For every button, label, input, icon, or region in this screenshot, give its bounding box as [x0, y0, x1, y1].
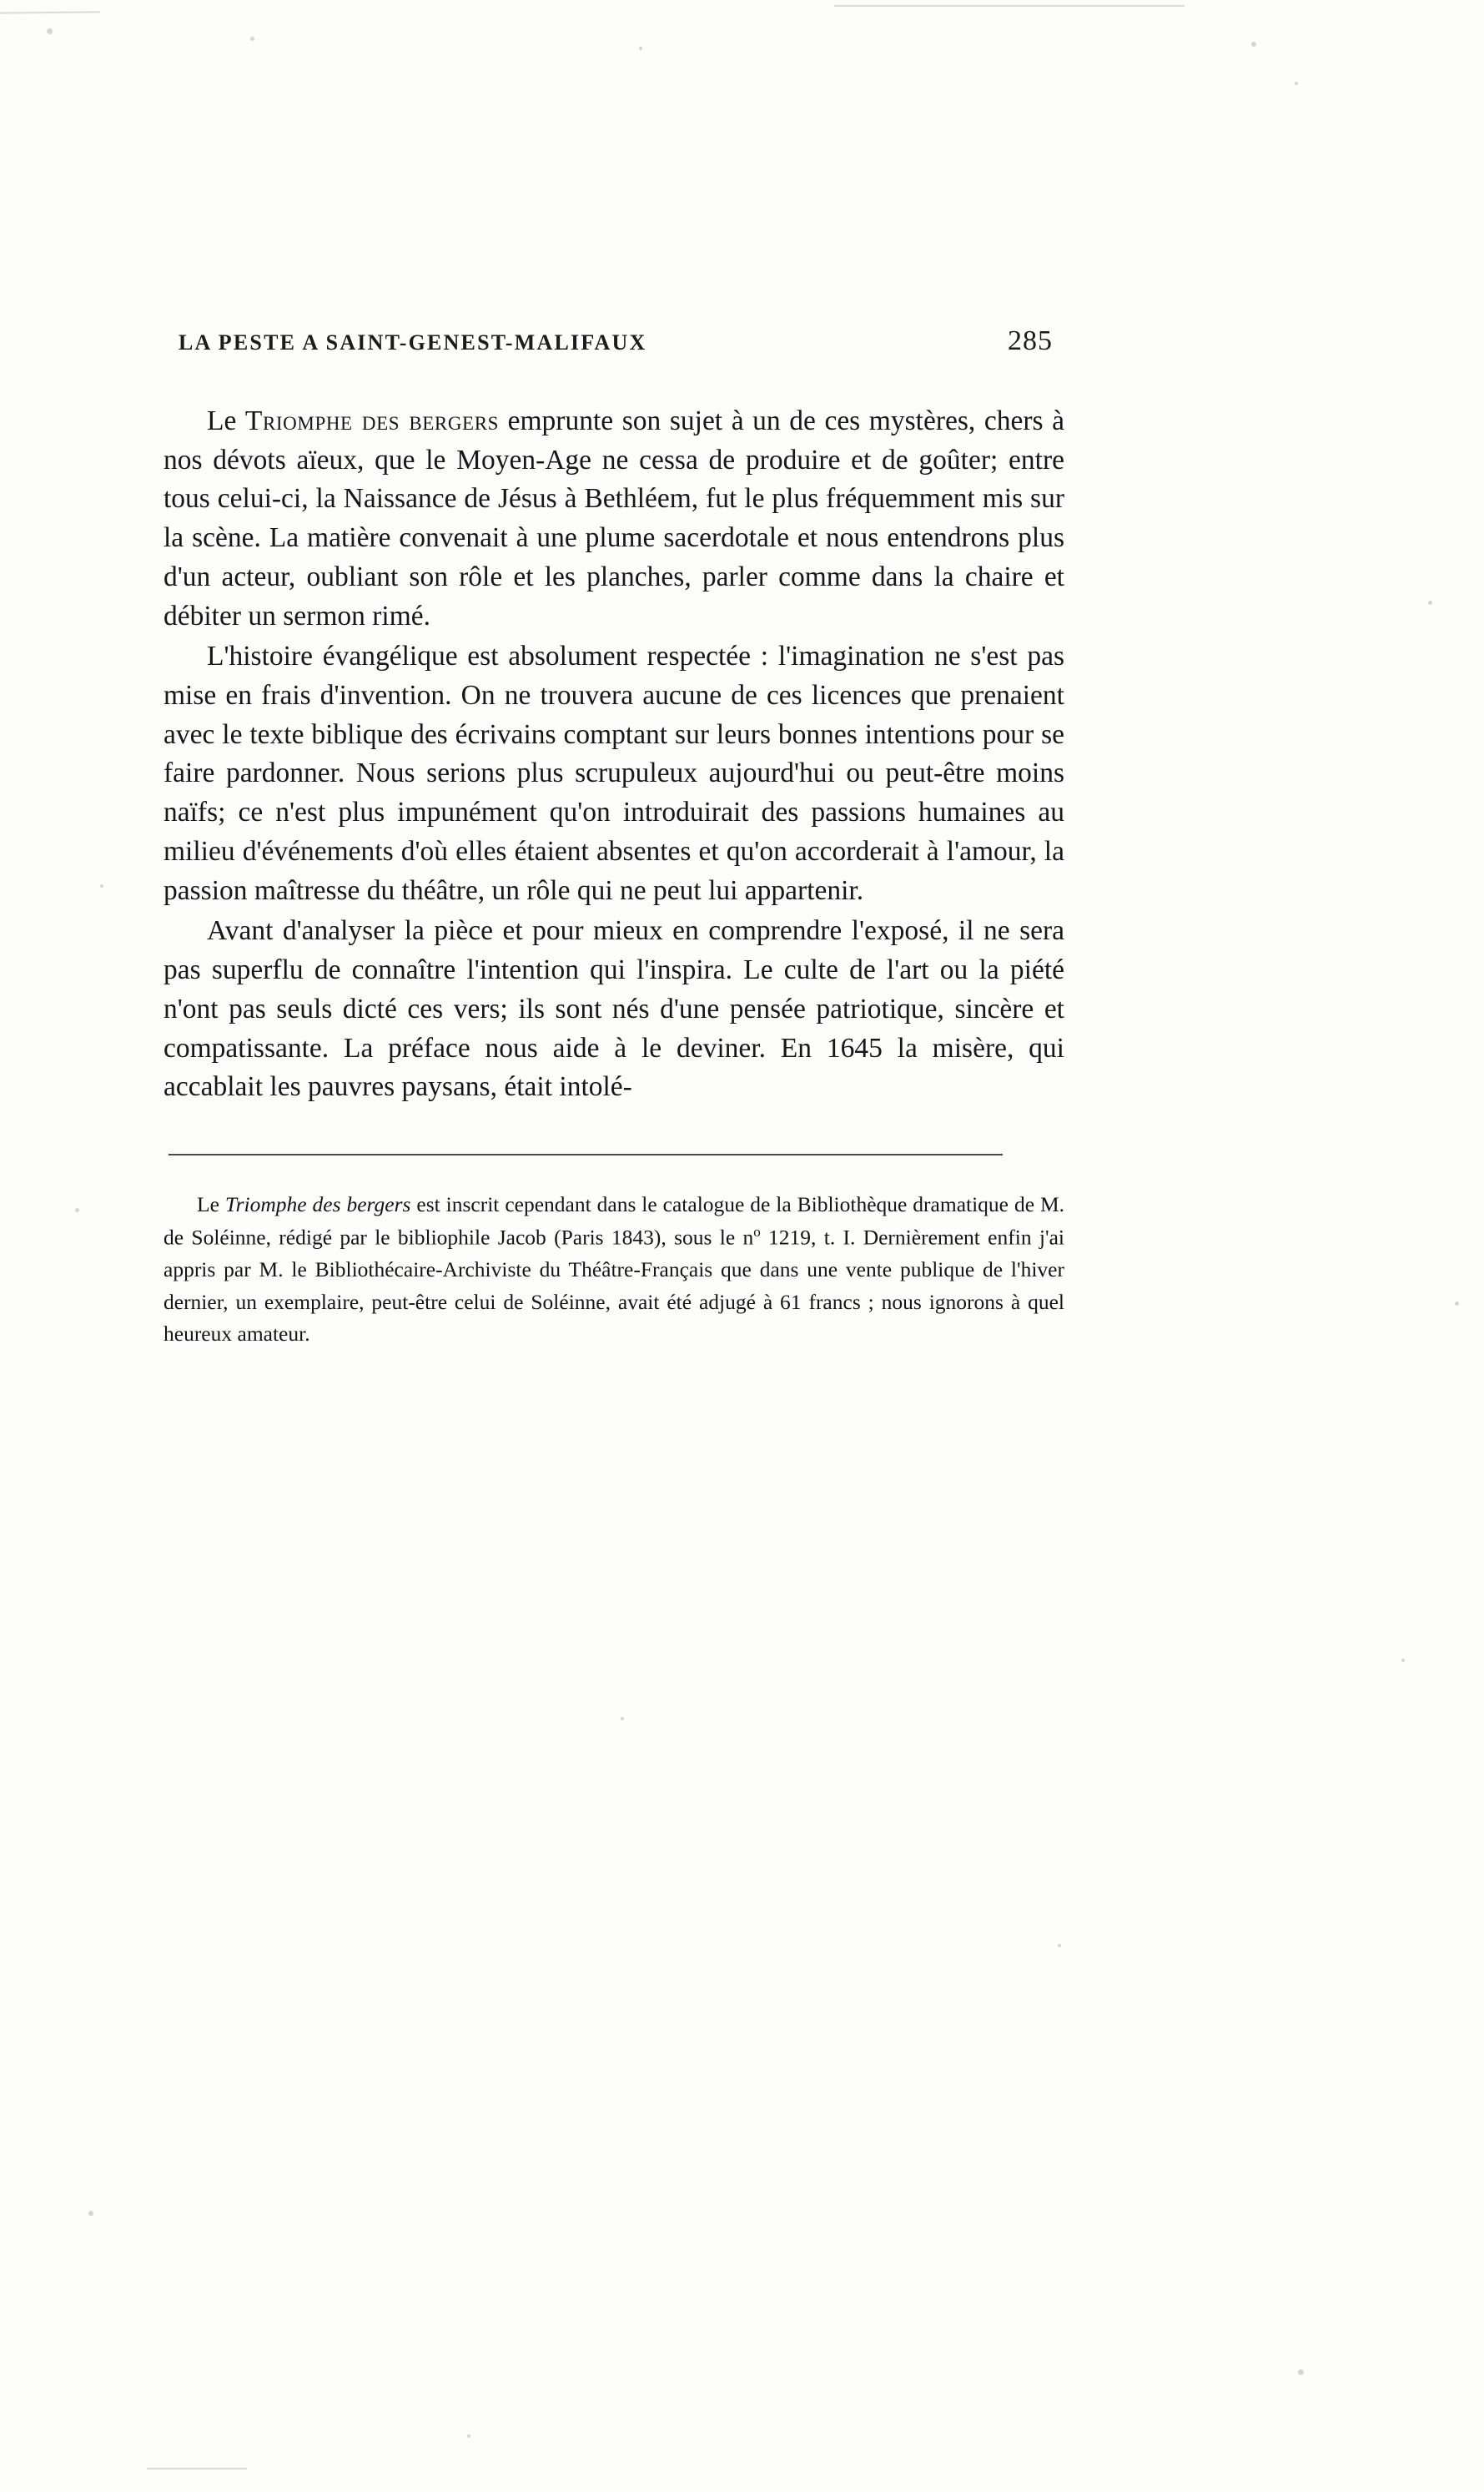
- page-content: [163, 325, 1064, 1351]
- play-title-smallcaps: Triomphe des bergers: [244, 405, 500, 436]
- running-head-title: LA PESTE A SAINT-GENEST-MALIFAUX: [179, 330, 647, 355]
- footnote: [163, 1189, 1064, 1351]
- footnote-lead: Le: [197, 1191, 225, 1216]
- paragraph-1-rest: emprunte son sujet à un de ces mystères, chers à nos dévots aïeux, que le Moyen-Age ne cessa de produire et de goûter; entre tous celui-ci, la Naissance de Jésus à Bethléem, fut le plus fréquemment mis sur la scène. La matière convenait à une plume sacerdotale et nous entendrons plus d'un acteur, oubliant son rôle et les planches, parler comme dans la chaire et débiter un sermon rimé.: [163, 405, 1064, 632]
- paragraph-2: L'histoire évangélique est absolument respectée : l'imagination ne s'est pas mise en frais d'invention. On ne trouvera aucune de ces licences que prenaient avec le texte biblique des écrivains comptant sur leurs bonnes intentions pour se faire pardonner. Nous serions plus scrupuleux aujourd'hui ou peut-être moins naïfs; ce n'est plus impunément qu'on introduirait des passions humaines au milieu d'événements d'où elles étaient absentes et qu'on accorderait à l'amour, la passion maîtresse du théâtre, un rôle qui ne peut lui appartenir.: [163, 641, 1064, 906]
- footnote-ordinal: o: [753, 1223, 761, 1240]
- page-number: 285: [1008, 325, 1053, 356]
- paragraph-3: Avant d'analyser la pièce et pour mieux en comprendre l'exposé, il ne sera pas superflu de connaître l'intention qui l'inspira. Le culte de l'art ou la piété n'ont pas seuls dicté ces vers; ils sont nés d'une pensée patriotique, sincère et compatissante. La préface nous aide à le deviner. En 1645 la misère, qui accablait les pauvres paysans, était intolé-: [163, 915, 1064, 1103]
- paragraph-1: [163, 402, 1064, 636]
- body-text: [163, 402, 1064, 1107]
- footnote-separator: [169, 1154, 1003, 1155]
- footnote-text-b: 1219, t. I. Dernièrement enfin j'ai appris par M. le Bibliothécaire-Archiviste du Théâtre-Français que dans une vente publique de l'hiver dernier, un exemplaire, peut-être celui de Soléinne, avait été adjugé à 61 francs ; nous ignorons à quel heureux amateur.: [163, 1225, 1064, 1347]
- footnote-italic-title: Triomphe des bergers: [224, 1191, 411, 1216]
- paragraph-1-opening: Le: [207, 405, 245, 436]
- footnote-paragraph: [163, 1189, 1064, 1351]
- footnote-text-a: est inscrit cependant dans le catalogue de la Bibliothèque dramatique de M. de Soléinne, rédigé par le bibliophile Jacob (Paris 1843), sous le n: [163, 1191, 1064, 1250]
- running-head: [163, 325, 1064, 357]
